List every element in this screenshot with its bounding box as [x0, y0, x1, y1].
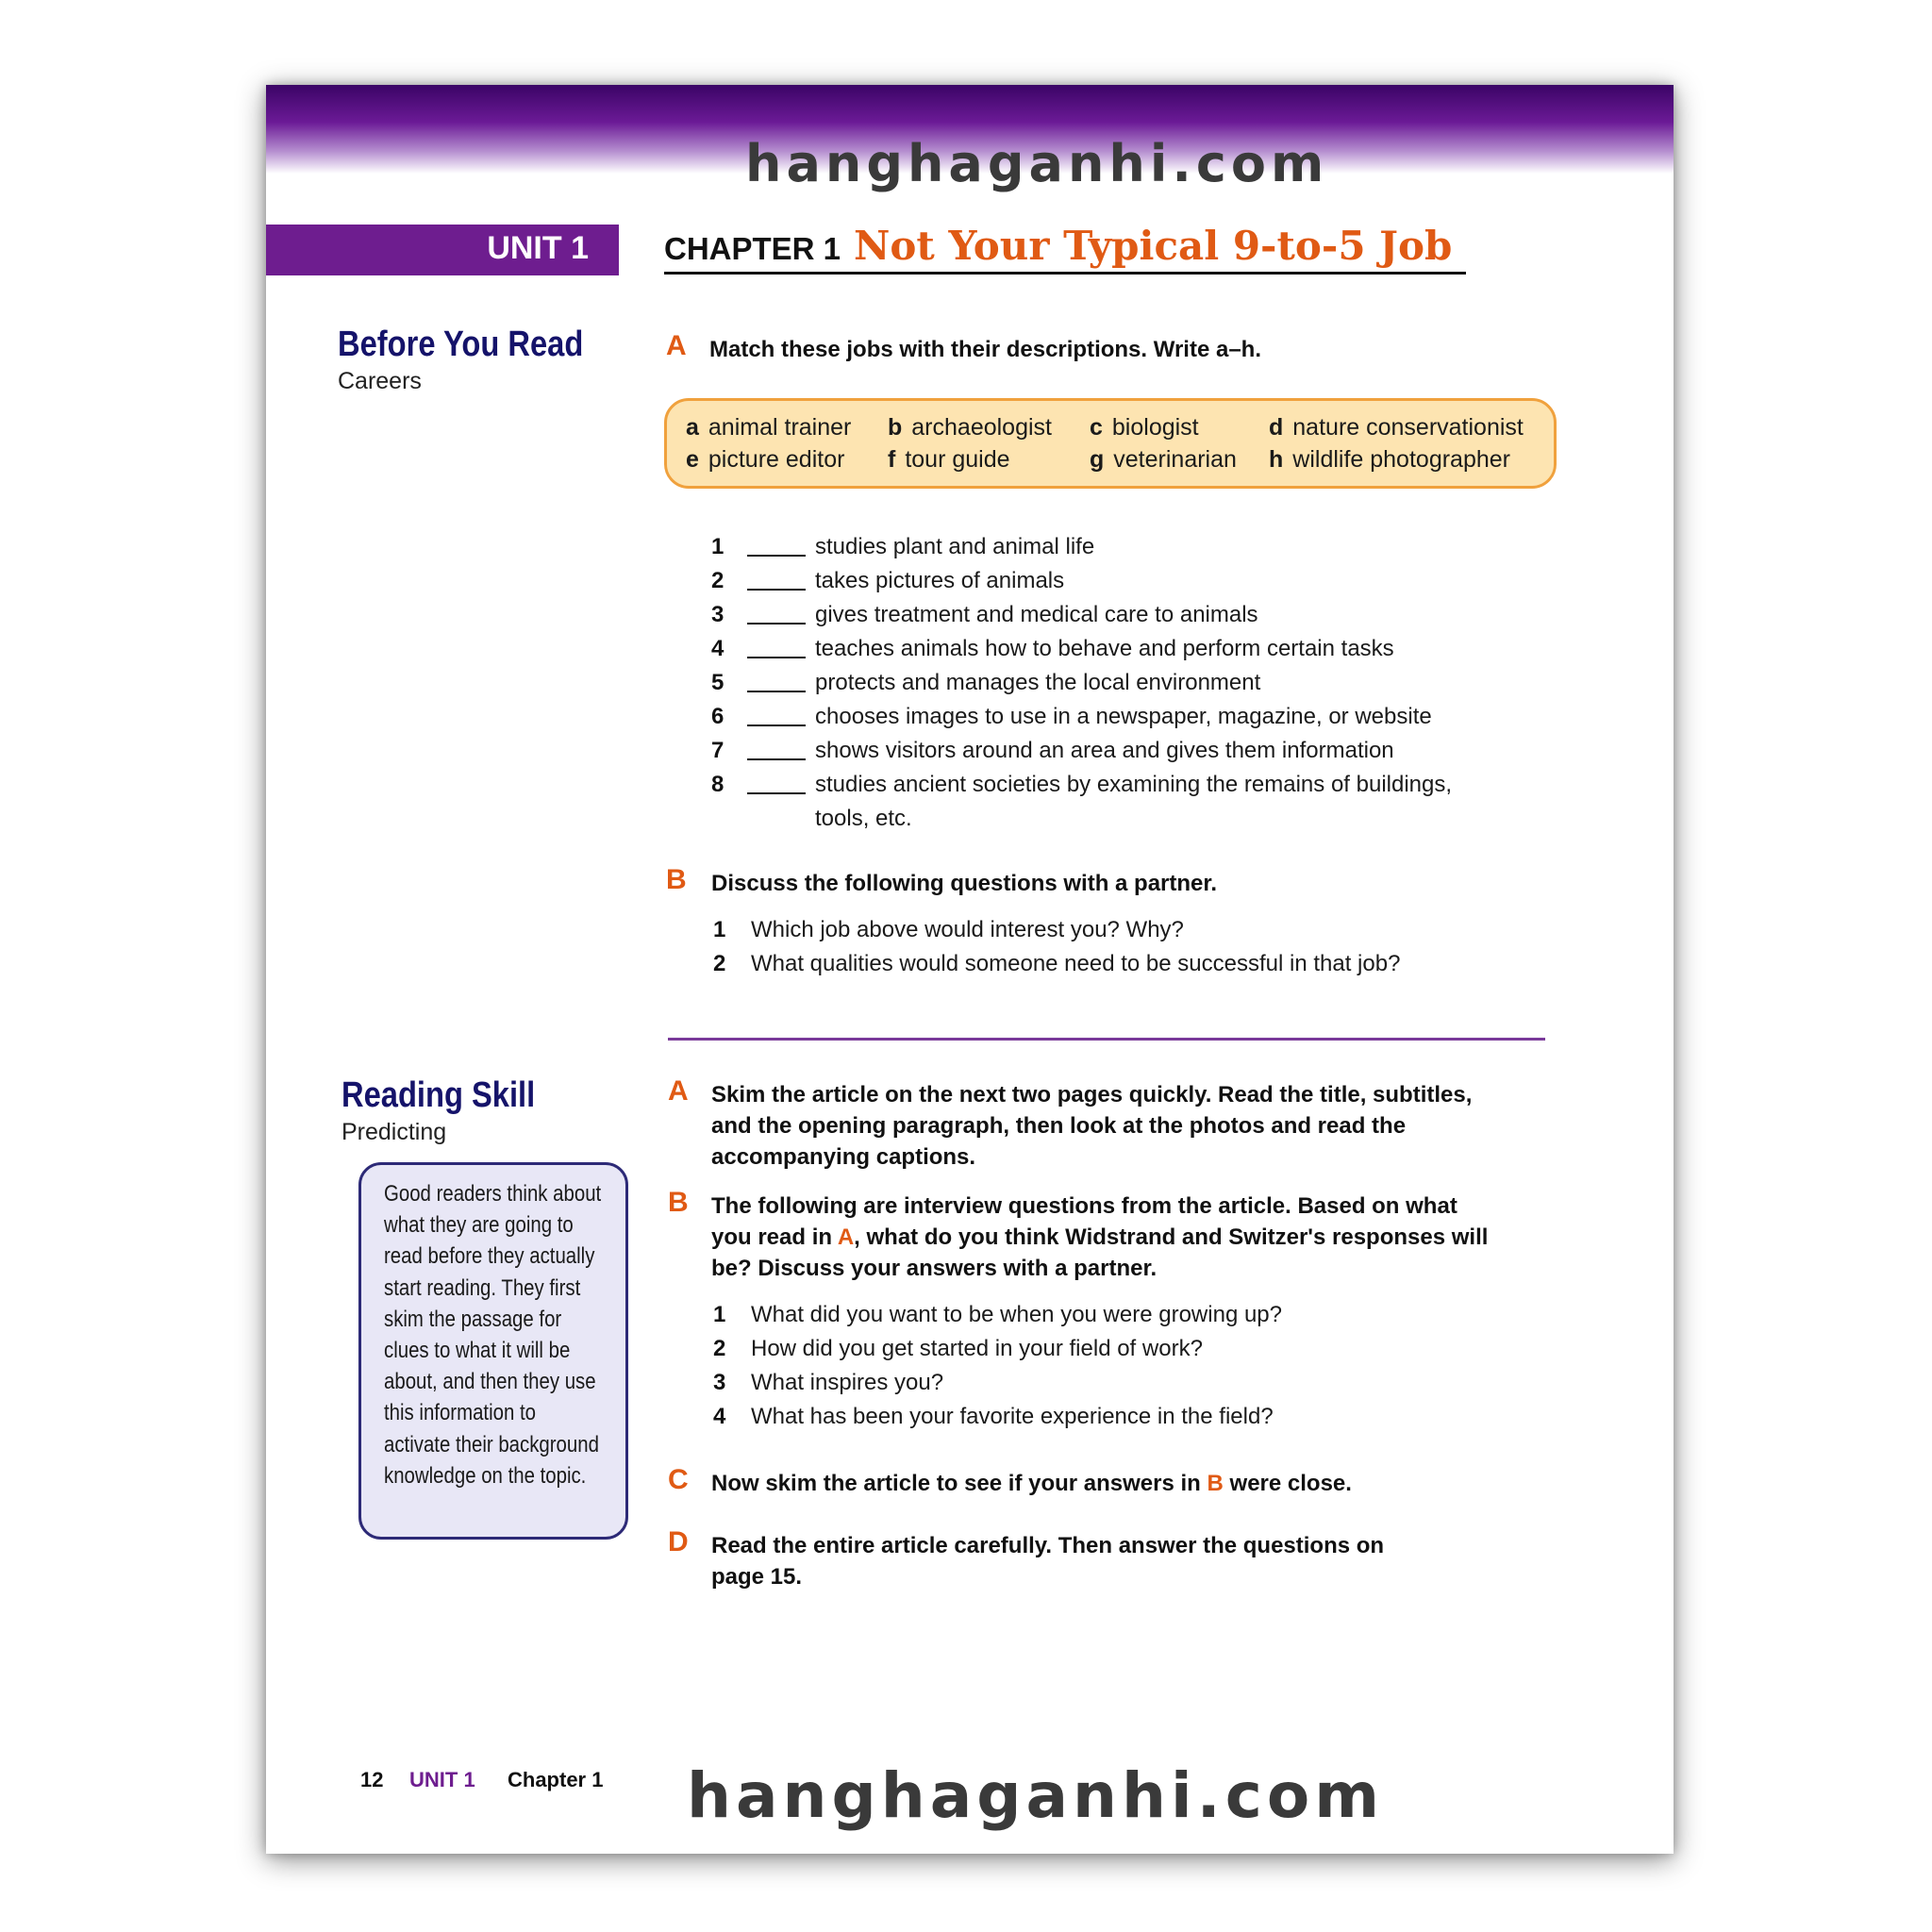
- matching-item: gives treatment and medical care to animals: [815, 602, 1258, 627]
- matching-item: studies plant and animal life: [815, 534, 1095, 559]
- discussion-question: Which job above would interest you? Why?: [751, 917, 1184, 942]
- before-you-read-subtitle: Careers: [338, 368, 422, 394]
- matching-item: protects and manages the local environment: [815, 670, 1261, 695]
- footer-page-number: 12: [360, 1768, 384, 1791]
- item-number: 5: [711, 670, 724, 695]
- chapter-rule: [664, 272, 1466, 275]
- job-option: c biologist: [1090, 414, 1199, 441]
- watermark-top: hanghaganhi.com: [745, 134, 1329, 193]
- job-option: g veterinarian: [1090, 446, 1237, 473]
- section2-d-line: page 15.: [711, 1564, 803, 1590]
- chapter-heading: [664, 223, 1452, 269]
- discussion-question: What qualities would someone need to be successful in that job?: [751, 951, 1401, 976]
- job-option: e picture editor: [686, 446, 845, 473]
- footer-unit: UNIT 1: [409, 1768, 475, 1791]
- section2-a-line: and the opening paragraph, then look at the photos and read the: [711, 1113, 1407, 1139]
- item-number: 7: [711, 738, 724, 763]
- section1-b-instruction: Discuss the following questions with a partner.: [711, 871, 1218, 896]
- section2-c-letter: C: [668, 1464, 689, 1495]
- interview-question: What did you want to be when you were growing up?: [751, 1302, 1283, 1327]
- reference-letter: A: [837, 1224, 855, 1250]
- chapter-label: CHAPTER 1: [664, 231, 841, 266]
- interview-question: What inspires you?: [751, 1370, 944, 1395]
- reading-skill-tip-box: [358, 1162, 628, 1540]
- matching-item: studies ancient societies by examining the remains of buildings,: [815, 772, 1453, 797]
- interview-question: What has been your favorite experience in the field?: [751, 1404, 1274, 1429]
- section2-b-line: The following are interview questions from the article. Based on what: [711, 1193, 1457, 1219]
- answer-blank[interactable]: [747, 691, 806, 692]
- reading-skill-subtitle: Predicting: [341, 1119, 447, 1145]
- question-number: 3: [713, 1370, 726, 1395]
- section1-a-letter: A: [666, 330, 687, 361]
- chapter-title: Not Your Typical 9-to-5 Job: [854, 223, 1453, 269]
- section2-a-letter: A: [668, 1075, 689, 1107]
- answer-blank[interactable]: [747, 555, 806, 557]
- matching-item: takes pictures of animals: [815, 568, 1065, 593]
- section2-b-letter: B: [668, 1187, 689, 1218]
- section2-c-instruction: Now skim the article to see if your answers in B were close.: [711, 1471, 1352, 1496]
- before-you-read-title: Before You Read: [338, 325, 584, 364]
- item-number: 2: [711, 568, 724, 593]
- question-number: 1: [713, 1302, 726, 1327]
- section2-d-line: Read the entire article carefully. Then answer the questions on: [711, 1533, 1385, 1558]
- section2-a-line: accompanying captions.: [711, 1144, 976, 1170]
- unit-tab: [266, 225, 619, 275]
- job-option: b archaeologist: [888, 414, 1052, 441]
- unit-tab-label: UNIT 1: [487, 230, 589, 266]
- answer-blank[interactable]: [747, 792, 806, 794]
- matching-item: shows visitors around an area and gives them information: [815, 738, 1394, 763]
- section2-d-letter: D: [668, 1526, 689, 1557]
- answer-blank[interactable]: [747, 724, 806, 726]
- matching-item: chooses images to use in a newspaper, magazine, or website: [815, 704, 1432, 729]
- answer-blank[interactable]: [747, 623, 806, 625]
- watermark-bottom: hanghaganhi.com: [687, 1759, 1384, 1832]
- section2-a-line: Skim the article on the next two pages quickly. Read the title, subtitles,: [711, 1082, 1473, 1108]
- interview-question: How did you get started in your field of work?: [751, 1336, 1203, 1361]
- section1-a-instruction: Match these jobs with their descriptions. Write a–h.: [709, 337, 1261, 362]
- question-number: 2: [713, 951, 726, 976]
- job-option: d nature conservationist: [1269, 414, 1524, 441]
- item-number: 8: [711, 772, 724, 797]
- job-option: f tour guide: [888, 446, 1010, 473]
- textbook-page: [266, 85, 1674, 1854]
- reading-skill-tip: Good readers think about what they are going to read before they actually start reading. They first skim the passage for clues to what it will be about, and then they use this information to activate their background knowledge on the topic.: [384, 1181, 602, 1489]
- item-number: 6: [711, 704, 724, 729]
- job-option: h wildlife photographer: [1269, 446, 1510, 473]
- section1-b-letter: B: [666, 864, 687, 895]
- answer-blank[interactable]: [747, 657, 806, 658]
- job-word-box: [664, 398, 1557, 489]
- reading-skill-title: Reading Skill: [341, 1075, 536, 1115]
- job-option: a animal trainer: [686, 414, 852, 441]
- section2-b-line: you read in A, what do you think Widstrand and Switzer's responses will: [711, 1224, 1489, 1250]
- reference-letter: B: [1207, 1471, 1224, 1496]
- matching-item-continued: tools, etc.: [815, 806, 912, 831]
- footer-chapter: Chapter 1: [508, 1768, 604, 1791]
- section2-b-line: be? Discuss your answers with a partner.: [711, 1256, 1158, 1281]
- item-number: 1: [711, 534, 724, 559]
- answer-blank[interactable]: [747, 758, 806, 760]
- item-number: 3: [711, 602, 724, 627]
- matching-item: teaches animals how to behave and perform certain tasks: [815, 636, 1394, 661]
- question-number: 1: [713, 917, 726, 942]
- item-number: 4: [711, 636, 724, 661]
- section-divider: [668, 1038, 1545, 1041]
- answer-blank[interactable]: [747, 589, 806, 591]
- question-number: 2: [713, 1336, 726, 1361]
- question-number: 4: [713, 1404, 726, 1429]
